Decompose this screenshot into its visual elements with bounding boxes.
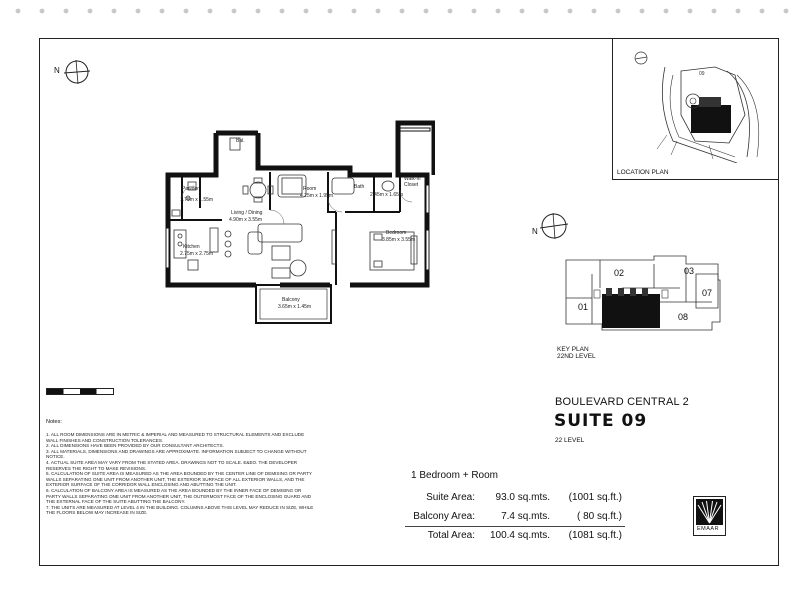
suite-title: SUITE 09	[554, 411, 648, 431]
note-item: 4. ACTUAL SUITE AREA MAY VARY FROM THE STATED AREA. DRAWINGS NOT TO SCALE. E&EO. THE DEVELOPER RESERVES THE RIGHT TO MAKE REVISIONS.	[46, 459, 298, 471]
room-label-kitchen: Kitchen	[183, 244, 200, 250]
unit-type: 1 Bedroom + Room	[411, 470, 498, 481]
note-item: 6. CALCULATION OF BALCONY AREA IS MEASURED AS THE AREA BOUNDED BY THE INNER FACE OF DEMISING OR PARTY WALLS SEPARATING ONE UNIT FROM ANOTHER UNIT, THE OUTERMOST FACE OF THE ENCLOSING GUARD AND THE EXTERNAL FACE OF THE SUITE ABUTTING THE BALCONY.	[46, 487, 312, 505]
room-dims-bedroom: 3.85m x 3.55m	[382, 237, 416, 243]
north-label: N	[54, 66, 60, 75]
scan-border-dots	[0, 4, 800, 18]
room-label-living: Living / Dining	[231, 210, 263, 216]
north-arrow-right	[530, 210, 572, 244]
area-label: Total Area:	[427, 530, 475, 541]
note-item: 3. ALL MATERIALS, DIMENSIONS AND DRAWINGS ARE APPROXIMATE. INFORMATION SUBJECT TO CHANGE WITHOUT NOTICE.	[46, 448, 307, 460]
emaar-logo-text: EMAAR	[697, 526, 720, 532]
area-label: Balcony Area:	[413, 511, 475, 522]
room-label-powder: Powder	[182, 186, 199, 192]
north-label-right: N	[532, 227, 538, 236]
key-unit-01: 01	[578, 302, 589, 312]
key-unit-07: 07	[702, 288, 713, 298]
area-sqft: ( 80 sq.ft.)	[576, 511, 622, 522]
note-item: 5. CALCULATION OF SUITE AREA IS MEASURED AS THE AREA BOUNDED BY THE CENTER LINE OF DEMISING OR PARTY WALLS SEPARATING ONE UNIT FROM ANOTHER UNIT, THE EXTERIOR SURFACE OF ALL EXTERIOR WALLS, AND THE EXTERIOR SURFACE OF THE CORRIDOR WALL ENCLOSING AND ABUTTING THE UNIT.	[46, 471, 312, 488]
notes-list	[46, 432, 316, 516]
location-plan-drawing	[617, 45, 777, 163]
room-label-bath: Bath	[354, 184, 365, 190]
room-label-bal: Bal.	[236, 138, 245, 144]
emaar-logo-mark	[696, 499, 723, 525]
note-item: 1. ALL ROOM DIMENSIONS ARE IN METRIC & IMPERIAL AND MEASURED TO STRUCTURAL ELEMENTS AND EXCLUDE WALL FINISHES AND CONSTRUCTION TOLERANCES.	[46, 432, 305, 443]
key-unit-02: 02	[614, 268, 625, 278]
area-sqm: 100.4 sq.mts.	[489, 530, 550, 541]
room-dims-living: 4.90m x 3.55m	[229, 217, 263, 223]
room-label-closet: Walk-in Closet	[404, 176, 421, 188]
key-unit-08: 08	[678, 312, 689, 322]
area-label: Suite Area:	[426, 492, 475, 503]
area-sqm: 93.0 sq.mts.	[495, 492, 550, 503]
note-item: 2. ALL DIMENSIONS HAVE BEEN PROVIDED BY OUR CONSULTANT ARCHITECTS.	[46, 443, 224, 449]
note-item: 7. THE UNITS ARE MEASURED AT LEVEL 4 IN THE BUILDING. COLUMNS ABOVE THIS LEVEL MAY REDUCE IN SIZE, WHILE THE FLOORS BELOW MAY INCREASE IN SIZE.	[46, 504, 314, 516]
floor-plan	[160, 120, 435, 325]
key-plan	[557, 250, 722, 360]
location-plan-tag: 09	[699, 71, 705, 77]
key-plan-drawing	[562, 250, 722, 338]
room-dims-bath: 2.45m x 1.65m	[370, 192, 404, 198]
key-plan-label: KEY PLAN	[557, 346, 589, 353]
room-label-balcony: Balcony	[282, 297, 300, 303]
area-sqm: 7.4 sq.mts.	[501, 511, 550, 522]
room-label-room: Room	[303, 186, 317, 192]
floor-plan-drawing	[160, 120, 435, 325]
area-total-rule	[405, 526, 625, 527]
location-plan-label: LOCATION PLAN	[617, 169, 669, 176]
notes-title: Notes:	[46, 419, 62, 425]
north-arrow-top	[52, 58, 94, 86]
key-unit-03: 03	[684, 266, 695, 276]
room-dims-kitchen: 2.75m x 2.75m	[180, 251, 214, 257]
area-sqft: (1081 sq.ft.)	[568, 530, 622, 541]
key-plan-level: 22ND LEVEL	[557, 353, 596, 360]
area-sqft: (1001 sq.ft.)	[568, 492, 622, 503]
emaar-logo	[693, 496, 726, 536]
compass-icon	[540, 212, 568, 240]
project-name: BOULEVARD CENTRAL 2	[555, 396, 690, 408]
room-dims-powder: 1.75m x 1.55m	[180, 197, 214, 203]
suite-level: 22 LEVEL	[555, 437, 585, 444]
room-dims-balcony: 3.65m x 1.45m	[278, 304, 312, 310]
scale-bar	[46, 388, 114, 395]
room-dims-room: 4.25m x 1.95m	[300, 193, 334, 199]
compass-icon	[64, 59, 90, 85]
room-label-bedroom: Bedroom	[386, 230, 407, 236]
location-plan-box	[612, 38, 779, 180]
